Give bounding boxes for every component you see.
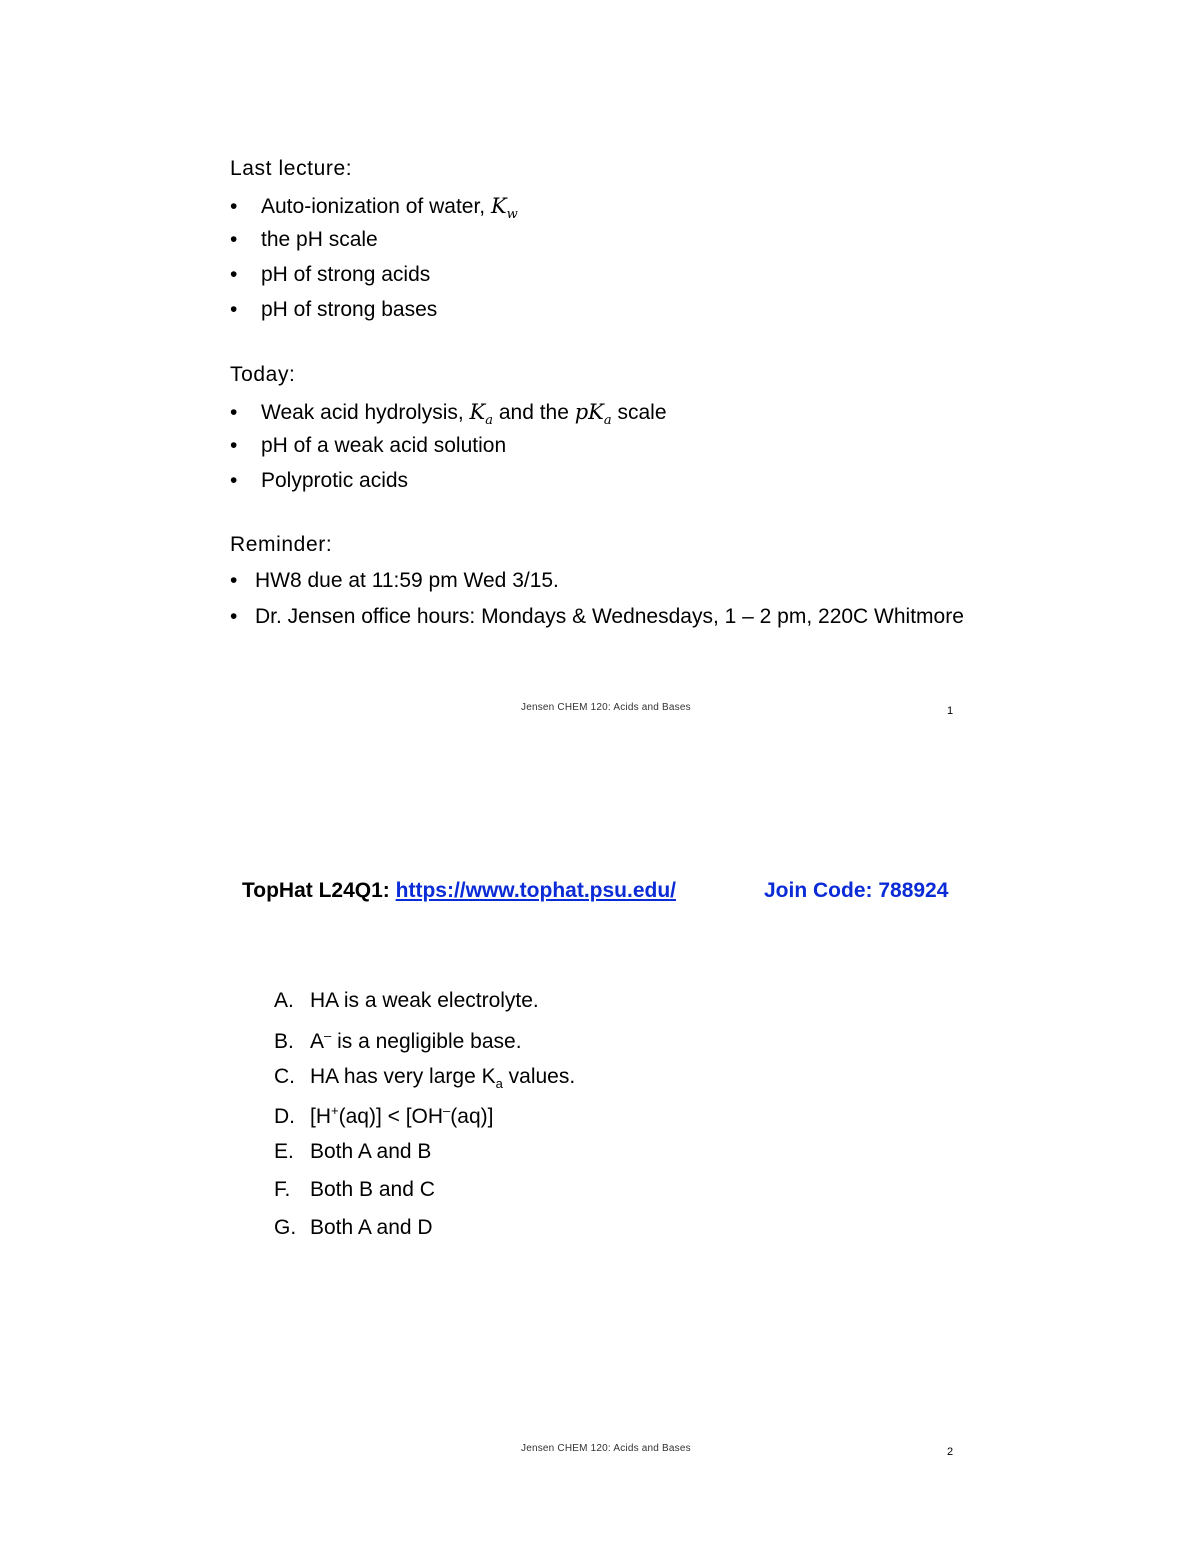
bullet-icon: • (230, 401, 238, 424)
today-heading: Today: (230, 363, 296, 386)
tophat-link[interactable]: https://www.tophat.psu.edu/ (395, 879, 676, 902)
list-item: • Weak acid hydrolysis, $K_a$ and the $pK_a$ scale (230, 400, 667, 429)
answer-option: D. [H+(aq)] < [OH–(aq)] (274, 1103, 494, 1128)
option-letter: G. (274, 1216, 297, 1239)
bullet-icon: • (230, 569, 238, 592)
answer-option: G. Both A and D (274, 1216, 433, 1239)
list-item: • the pH scale (230, 228, 378, 251)
option-letter: A. (274, 989, 294, 1012)
bullet-icon: • (230, 434, 238, 457)
answer-option: B. A– is a negligible base. (274, 1028, 522, 1053)
list-item: • HW8 due at 11:59 pm Wed 3/15. (230, 569, 559, 592)
bullet-icon: • (230, 605, 238, 628)
bullet-icon: • (230, 298, 238, 321)
list-item: • pH of strong bases (230, 298, 438, 321)
list-item: • Auto-ionization of water, $K_w$ (230, 194, 518, 223)
last-lecture-heading: Last lecture: (230, 157, 353, 180)
bullet-icon: • (230, 469, 238, 492)
bullet-icon: • (230, 228, 238, 251)
answer-option: E. Both A and B (274, 1140, 432, 1163)
option-letter: B. (274, 1030, 294, 1053)
bullet-icon: • (230, 195, 238, 218)
answer-option: C. HA has very large $K_a$ values. (274, 1065, 576, 1092)
list-item: • pH of strong acids (230, 263, 431, 286)
list-item: • pH of a weak acid solution (230, 434, 507, 457)
option-letter: E. (274, 1140, 294, 1163)
page-footer: Jensen CHEM 120: Acids and Bases (521, 702, 691, 713)
answer-option: A. HA is a weak electrolyte. (274, 989, 539, 1012)
page-footer: Jensen CHEM 120: Acids and Bases (521, 1443, 691, 1454)
option-letter: F. (274, 1178, 291, 1201)
answer-option: F. Both B and C (274, 1178, 435, 1201)
option-letter: D. (274, 1105, 295, 1128)
tophat-label: TopHat L24Q1: (242, 879, 396, 902)
option-letter: C. (274, 1065, 295, 1088)
reminder-heading: Reminder: (230, 533, 333, 556)
page-number: 2 (947, 1446, 954, 1458)
list-item: • Polyprotic acids (230, 469, 409, 492)
page-number: 1 (947, 705, 954, 717)
list-item: • Dr. Jensen office hours: Mondays & Wednesdays, 1 – 2 pm, 220C Whitmore (230, 605, 964, 628)
bullet-icon: • (230, 263, 238, 286)
join-code: Join Code: 788924 (764, 879, 949, 902)
tophat-prompt (242, 879, 676, 903)
